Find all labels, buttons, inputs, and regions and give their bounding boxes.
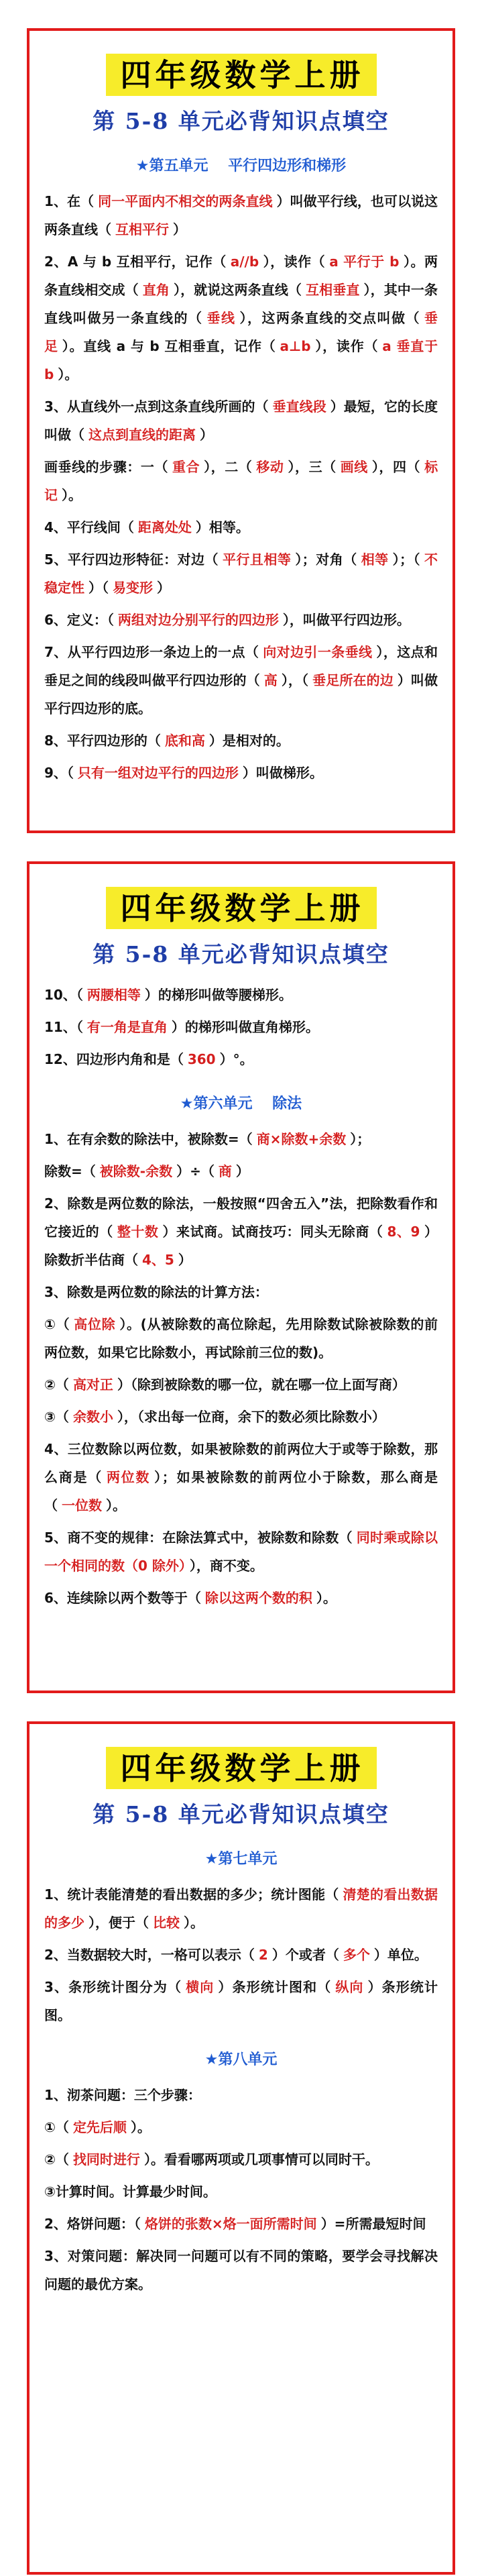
paragraph-text: ），叫做平行四边形。	[282, 611, 410, 628]
answer-text: a⊥b	[280, 337, 311, 354]
knowledge-paragraph	[44, 1523, 438, 1580]
answer-text: 被除数-余数	[99, 1163, 173, 1179]
answer-text: 易变形	[113, 579, 153, 596]
knowledge-paragraph	[44, 1973, 438, 2029]
knowledge-paragraph	[44, 513, 438, 541]
answer-text: 8、9	[387, 1223, 420, 1240]
knowledge-paragraph	[44, 759, 438, 787]
paragraph-text: ）最短，它的长度叫做（	[44, 398, 438, 443]
knowledge-paragraph	[44, 1125, 438, 1153]
page-title: 四年级数学上册	[106, 887, 377, 929]
paragraph-text: ）来试商。试商技巧：同头无除商（	[162, 1223, 383, 1240]
paragraph-text: ）	[235, 1163, 249, 1179]
paragraph-text: ），（求出每一位商，余下的数必须比除数小）	[117, 1408, 385, 1425]
paragraph-text: 画垂线的步骤：一（	[44, 458, 168, 475]
knowledge-paragraph	[44, 1880, 438, 1937]
paragraph-text: 5、平行四边形特征：对边（	[44, 551, 219, 568]
top-gap	[0, 0, 482, 28]
answer-text: 商	[218, 1163, 232, 1179]
paragraph-text: 5、商不变的规律：在除法算式中，被除数和除数（	[44, 1529, 353, 1546]
knowledge-paragraph	[44, 638, 438, 722]
paragraph-text: ）条形统计图。	[44, 1978, 438, 2023]
paragraph-text: ②（	[44, 2151, 69, 2167]
paragraph-text: ）的梯形叫做等腰梯形。	[144, 986, 292, 1003]
paragraph-text: 1、统计表能清楚的看出数据的多少；统计图能（	[44, 1886, 339, 1902]
section-heading-unit7: ★第七单元	[204, 1850, 278, 1868]
knowledge-paragraph	[44, 1189, 438, 1274]
answer-text: a 平行于 b	[329, 253, 400, 270]
paragraph-text: ），就说这两条直线（	[173, 281, 302, 298]
knowledge-paragraph	[44, 1310, 438, 1366]
answer-text: 互相平行	[115, 221, 169, 237]
answer-text: a//b	[230, 253, 259, 270]
answer-text: a 垂直于 b	[44, 337, 438, 382]
paragraph-text: 11、（	[44, 1018, 83, 1035]
paragraph-list	[44, 1125, 438, 1612]
answer-text: 一位数	[62, 1497, 102, 1513]
paragraph-text: 6、定义：（	[44, 611, 114, 628]
paragraph-text: ），便于（	[88, 1914, 149, 1931]
answer-text: 商×除数+余数	[256, 1130, 347, 1147]
paragraph-text: ），二（	[204, 458, 253, 475]
paragraph-text: ）。(从被除数的高位除起，先用除数试除被除数的前两位数，如果它比除数小，再试除前三位的数)。	[44, 1316, 438, 1360]
answer-text: 两腰相等	[86, 986, 141, 1003]
paragraph-text: ）；（	[392, 551, 421, 568]
knowledge-card-2	[27, 861, 455, 1693]
paragraph-text: ）相等。	[195, 519, 249, 535]
knowledge-paragraph	[44, 2210, 438, 2238]
paragraph-list	[44, 2081, 438, 2298]
answer-text: 两组对边分别平行的四边形	[117, 611, 279, 628]
answer-text: 画线	[340, 458, 368, 475]
knowledge-paragraph	[44, 392, 438, 449]
paragraph-text: 3、从直线外一点到这条直线所画的（	[44, 398, 269, 415]
paragraph-text: 3、对策问题：解决同一问题可以有不同的策略，要学会寻找解决问题的最优方案。	[44, 2247, 438, 2292]
knowledge-paragraph	[44, 981, 438, 1009]
knowledge-paragraph	[44, 1403, 438, 1431]
section-heading-unit6: ★第六单元 除法	[180, 1095, 302, 1112]
knowledge-card-1	[27, 28, 455, 833]
answer-text: 同一平面内不相交的两条直线	[98, 193, 273, 209]
answer-text: 4、5	[142, 1251, 174, 1268]
paragraph-text: 1、在（	[44, 193, 95, 209]
answer-text: 同时乘或除以一个相同的数（0 除外）	[44, 1529, 438, 1574]
paragraph-text: ）	[173, 221, 186, 237]
paragraph-text: ）个或者（	[272, 1946, 339, 1963]
paragraph-text: ）。	[184, 1914, 204, 1931]
paragraph-text: ）。直线 a 与 b 互相垂直，记作（	[62, 337, 276, 354]
paragraph-text: 9、（	[44, 764, 74, 781]
answer-text: 垂直线段	[272, 398, 326, 415]
paragraph-text: ）÷（	[176, 1163, 215, 1179]
answer-text: 余数小	[72, 1408, 113, 1425]
knowledge-card-3	[27, 1721, 455, 2575]
answer-text: 相等	[361, 551, 389, 568]
answer-text: 除以这两个数的积	[204, 1589, 312, 1606]
knowledge-paragraph	[44, 545, 438, 602]
answer-text: 距离处处	[137, 519, 192, 535]
answer-text: 清楚的看出数据的多少	[44, 1886, 438, 1931]
knowledge-paragraph	[44, 1157, 438, 1185]
answer-text: 有一角是直角	[86, 1018, 168, 1035]
answer-text: 垂足所在的边	[312, 672, 394, 688]
paragraph-text: 1、在有余数的除法中，被除数=（	[44, 1130, 253, 1147]
answer-text: 垂足	[44, 309, 438, 354]
card-gap	[0, 833, 482, 861]
paragraph-text: ），三（	[288, 458, 337, 475]
page-subtitle: 第 5-8 单元必背知识点填空	[93, 107, 389, 134]
answer-text: 比较	[153, 1914, 180, 1931]
paragraph-list	[44, 981, 438, 1073]
paragraph-text: 4、三位数除以两位数，如果被除数的前两位大于或等于除数，那么商是（	[44, 1440, 438, 1485]
paragraph-text: ），其中一条直线叫做另一条直线的（	[44, 281, 438, 326]
paragraph-text: ）是相对的。	[208, 732, 290, 749]
answer-text: 2	[258, 1946, 268, 1963]
paragraph-text: ）的梯形叫做直角梯形。	[171, 1018, 319, 1035]
paragraph-text: 3、条形统计图分为（	[44, 1978, 182, 1995]
paragraph-text: ）	[157, 579, 170, 596]
section-heading-unit5: ★第五单元 平行四边形和梯形	[135, 157, 347, 174]
paragraph-list	[44, 1880, 438, 2029]
paragraph-text: ），读作（	[314, 337, 379, 354]
paragraph-text: ③计算时间。计算最少时间。	[44, 2183, 217, 2200]
paragraph-text: ）叫做平行四边形的底。	[44, 672, 438, 716]
knowledge-paragraph	[44, 453, 438, 509]
paragraph-text: 2、A 与 b 互相平行，记作（	[44, 253, 227, 270]
paragraph-text: ），（	[281, 672, 309, 688]
knowledge-paragraph	[44, 1045, 438, 1073]
paragraph-list	[44, 187, 438, 787]
page-subtitle: 第 5-8 单元必背知识点填空	[93, 941, 389, 967]
answer-text: 重合	[172, 458, 200, 475]
answer-text: 这点到直线的距离	[88, 426, 196, 443]
answer-text: 标记	[44, 458, 438, 503]
answer-text: 高	[263, 672, 278, 688]
paragraph-text: ），这点和垂足之间的线段叫做平行四边形的（	[44, 643, 438, 688]
paragraph-text: ）叫做梯形。	[242, 764, 323, 781]
paragraph-text: 4、平行线间（	[44, 519, 134, 535]
paragraph-text: ），四（	[371, 458, 421, 475]
answer-text: 纵向	[335, 1978, 364, 1995]
section-heading-unit8: ★第八单元	[204, 2051, 278, 2068]
paragraph-text: ）条形统计图和（	[218, 1978, 332, 1995]
paragraph-text: ①（	[44, 2118, 69, 2135]
paragraph-text: ）除数折半估商（	[44, 1223, 438, 1268]
answer-text: 底和高	[164, 732, 205, 749]
answer-text: 多个	[343, 1946, 370, 1963]
paragraph-text: ③（	[44, 1408, 69, 1425]
paragraph-text: ）；	[350, 1130, 371, 1147]
paragraph-text: ）。	[62, 486, 82, 503]
paragraph-text: ），商不变。	[189, 1557, 263, 1574]
knowledge-paragraph	[44, 1371, 438, 1399]
answer-text: 移动	[256, 458, 284, 475]
paragraph-text: 10、（	[44, 986, 83, 1003]
paragraph-text: 2、除数是两位数的除法，一般按照“四舍五入”法，把除数看作和它接近的（	[44, 1195, 438, 1240]
paragraph-text: ）。	[130, 2118, 151, 2135]
paragraph-text: ）单位。	[373, 1946, 428, 1963]
answer-text: 向对边引一条垂线	[263, 643, 373, 660]
paragraph-text: 2、当数据较大时，一格可以表示（	[44, 1946, 255, 1963]
knowledge-paragraph	[44, 2178, 438, 2206]
answer-text: 360	[187, 1051, 216, 1067]
knowledge-paragraph	[44, 1584, 438, 1612]
answer-text: 互相垂直	[306, 281, 360, 298]
knowledge-paragraph	[44, 187, 438, 244]
paragraph-text: ）=所需最短时间	[320, 2215, 426, 2232]
paragraph-text: ）；如果被除数的前两位小于除数，那么商是（	[44, 1468, 438, 1513]
paragraph-text: ）。	[58, 366, 78, 382]
paragraph-text: 3、除数是两位数的除法的计算方法：	[44, 1283, 268, 1300]
knowledge-paragraph	[44, 2081, 438, 2109]
knowledge-paragraph	[44, 1013, 438, 1041]
card-gap	[0, 1693, 482, 1721]
answer-text: 平行且相等	[223, 551, 292, 568]
paragraph-text: ）（除到被除数的哪一位，就在哪一位上面写商）	[117, 1376, 406, 1393]
knowledge-paragraph	[44, 606, 438, 634]
answer-text: 只有一组对边平行的四边形	[77, 764, 239, 781]
page-title: 四年级数学上册	[106, 1747, 377, 1789]
paragraph-text: ），读作（	[263, 253, 326, 270]
paragraph-text: ）。	[316, 1589, 337, 1606]
answer-text: 高对正	[72, 1376, 113, 1393]
page-subtitle: 第 5-8 单元必背知识点填空	[93, 1801, 389, 1827]
paragraph-text: 2、烙饼问题：（	[44, 2215, 141, 2232]
paragraph-text: 7、从平行四边形一条边上的一点（	[44, 643, 259, 660]
knowledge-paragraph	[44, 2145, 438, 2174]
paragraph-text: 1、沏茶问题：三个步骤：	[44, 2086, 201, 2103]
paragraph-text: ）	[200, 426, 213, 443]
page-title: 四年级数学上册	[106, 54, 377, 96]
knowledge-paragraph	[44, 2242, 438, 2298]
paragraph-text: ①（	[44, 1316, 70, 1332]
answer-text: 整十数	[117, 1223, 159, 1240]
paragraph-text: 12、四边形内角和是（	[44, 1051, 184, 1067]
paragraph-text: 除数=（	[44, 1163, 96, 1179]
answer-text: 找同时进行	[72, 2151, 140, 2167]
knowledge-paragraph	[44, 1278, 438, 1306]
paragraph-text: ）叫做平行线，也可以说这两条直线（	[44, 193, 438, 237]
paragraph-text: ）。看看哪两项或几项事情可以同时干。	[143, 2151, 379, 2167]
answer-text: 横向	[186, 1978, 215, 1995]
answer-text: 直角	[142, 281, 170, 298]
paragraph-text: ②（	[44, 1376, 69, 1393]
knowledge-paragraph	[44, 727, 438, 755]
answer-text: 烙饼的张数×烙一面所需时间	[144, 2215, 317, 2232]
answer-text: 垂线	[206, 309, 236, 326]
knowledge-paragraph	[44, 1435, 438, 1519]
answer-text: 不稳定性	[44, 551, 438, 596]
answer-text: 高位除	[74, 1316, 116, 1332]
knowledge-paragraph	[44, 1941, 438, 1969]
paragraph-text: 8、平行四边形的（	[44, 732, 161, 749]
paragraph-text: ）	[178, 1251, 192, 1268]
knowledge-paragraph	[44, 2113, 438, 2141]
paragraph-text: ），这两条直线的交点叫做（	[239, 309, 420, 326]
paragraph-text: ）；对角（	[295, 551, 357, 568]
paragraph-text: ）（	[88, 579, 109, 596]
answer-text: 定先后顺	[72, 2118, 127, 2135]
answer-text: 两位数	[106, 1468, 151, 1485]
knowledge-paragraph	[44, 248, 438, 388]
paragraph-text: 6、连续除以两个数等于（	[44, 1589, 201, 1606]
paragraph-text: ）°。	[219, 1051, 253, 1067]
paragraph-text: ）。两条直线相交成（	[44, 253, 438, 298]
paragraph-text: ）。	[106, 1497, 126, 1513]
